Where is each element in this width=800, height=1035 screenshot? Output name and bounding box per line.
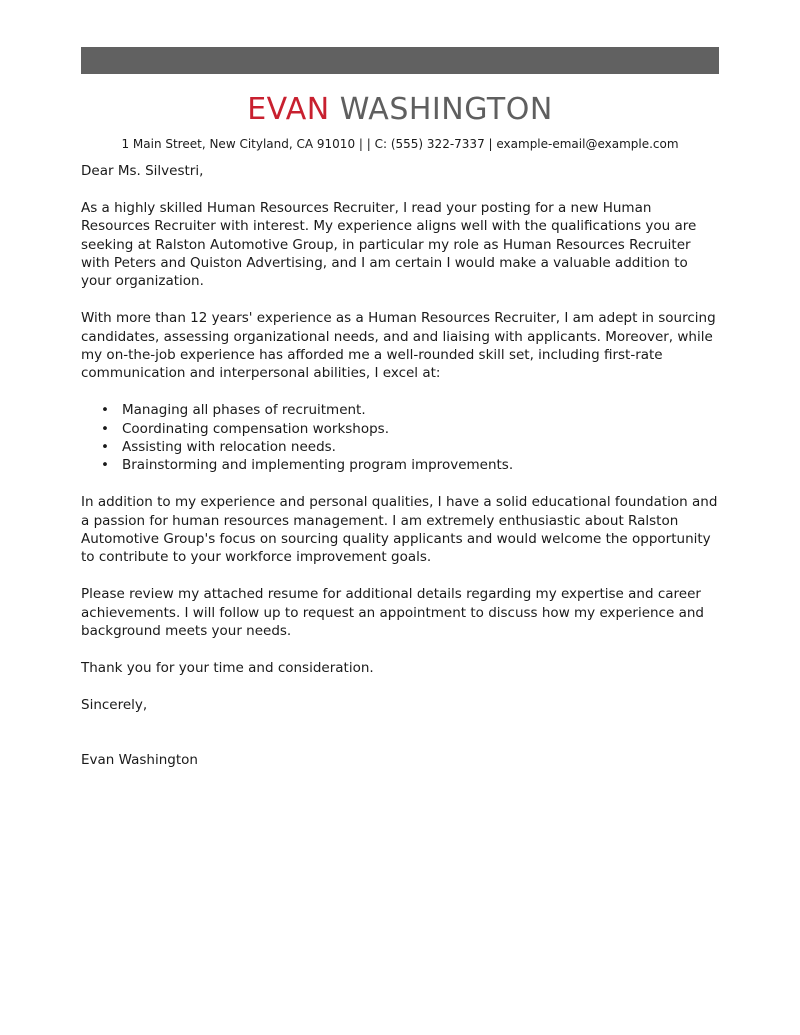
list-item [81, 456, 721, 474]
bullet-icon: • [101, 439, 109, 456]
letter-body [81, 162, 721, 788]
list-item-text: Managing all phases of recruitment. [122, 402, 366, 419]
list-item-text: Assisting with relocation needs. [122, 439, 336, 456]
list-item [81, 438, 721, 456]
paragraph-education: In addition to my experience and personal qualities, I have a solid educational foundation and a passion for human resources management. I am extremely enthusiastic about Ralston Automotive Group's focus on sourcing quality applicants and would welcome the opportunity to contribute to your workforce improvement goals. [81, 494, 718, 566]
bullet-icon: • [101, 457, 109, 474]
paragraph-experience: With more than 12 years' experience as a Human Resources Recruiter, I am adept in sourcing candidates, assessing organizational needs, and and liaising with applicants. Moreover, while my on-the-job experience has afforded me a well-rounded skill set, including first-rate communication and interpersonal abilities, I excel at: [81, 310, 716, 382]
bullet-icon: • [101, 402, 109, 419]
thanks-line: Thank you for your time and consideration. [81, 659, 374, 676]
first-name: EVAN [247, 92, 330, 127]
last-name: WASHINGTON [339, 92, 553, 127]
closing: Sincerely, [81, 696, 148, 713]
signature-space [81, 714, 721, 751]
list-item [81, 401, 721, 419]
salutation: Dear Ms. Silvestri, [81, 163, 204, 179]
signature-name: Evan Washington [81, 751, 198, 768]
list-item-text: Coordinating compensation workshops. [122, 420, 390, 437]
list-item-text: Brainstorming and implementing program improvements. [122, 457, 514, 474]
applicant-name [0, 90, 800, 130]
paragraph-intro: As a highly skilled Human Resources Recruiter, I read your posting for a new Human Resources Recruiter with interest. My experience aligns well with the qualifications you are seeking at Ralston Automotive Group, in particular my role as Human Resources Recruiter with Peters and Quiston Advertising, and I am certain I would make a valuable addition to your organization. [81, 199, 697, 290]
contact-info: 1 Main Street, New Cityland, CA 91010 | | C: (555) 322-7337 | example-email@example.com [121, 137, 679, 151]
bullet-icon: • [101, 420, 109, 437]
header-bar [81, 47, 719, 74]
skills-list [81, 401, 721, 475]
list-item [81, 420, 721, 438]
paragraph-follow-up: Please review my attached resume for additional details regarding my expertise and career achievements. I will follow up to request an appointment to discuss how my experience and background meets your needs. [81, 586, 704, 640]
